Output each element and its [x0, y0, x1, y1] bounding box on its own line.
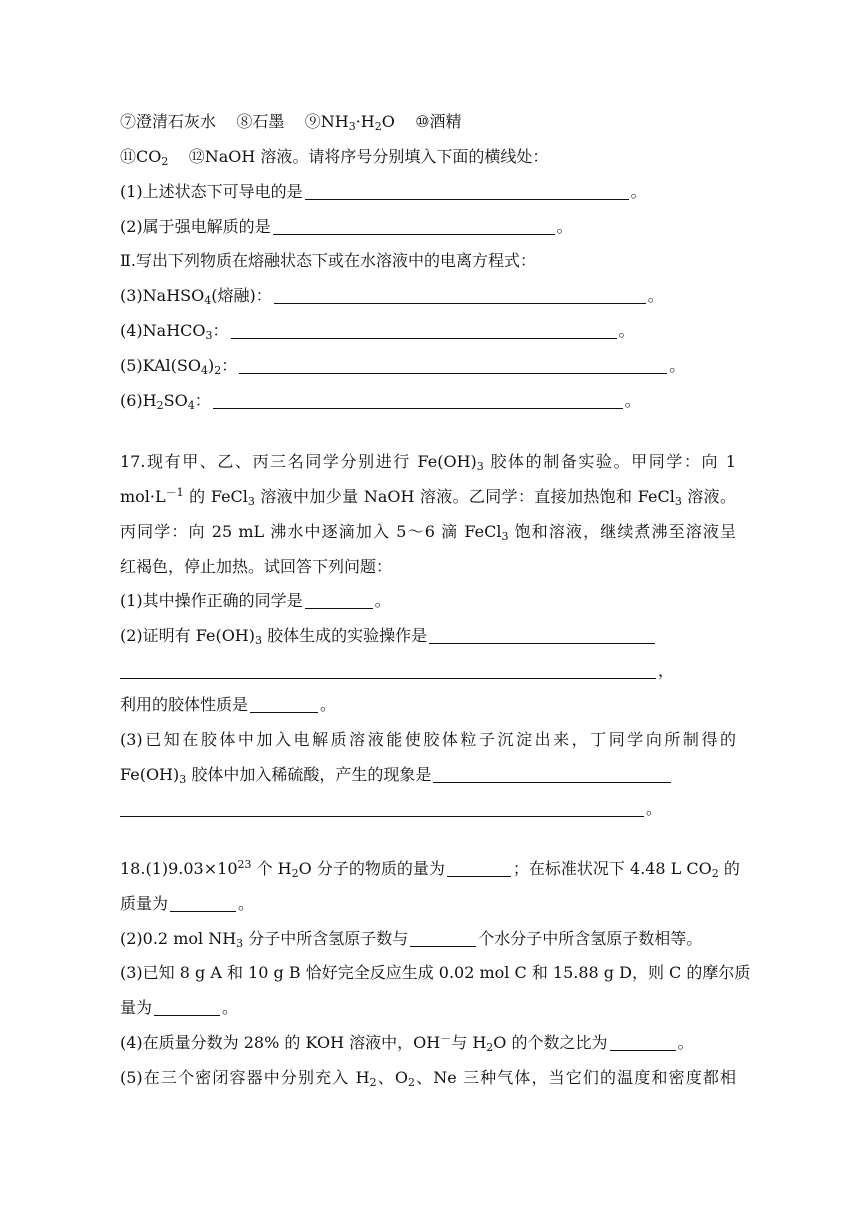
answer-blank[interactable]: [250, 696, 318, 713]
q18-line-5: 量为 。: [120, 998, 239, 1017]
q18-line-2: 质量为 。: [120, 894, 255, 913]
answer-blank[interactable]: [274, 287, 646, 304]
answer-blank[interactable]: [305, 183, 629, 200]
q17-stem-line-4: 红褐色，停止加热。试回答下列问题：: [120, 557, 393, 576]
substance-list-row-1: [120, 111, 462, 133]
q17-sub-3-line-3: 。: [120, 798, 662, 820]
answer-blank[interactable]: [231, 322, 617, 339]
answer-blank[interactable]: [239, 357, 667, 374]
q17-stem-line-2: $mol\cdot L^{-1}$ 的 FeCl$_3$ 溶液中加少量 NaOH 溶液。乙同学：直接加热饱和 FeCl$_3$ 溶液。: [120, 486, 736, 508]
item-9: $⑨NH_3\cdot H_2O$: [304, 112, 395, 133]
answer-blank[interactable]: [120, 800, 644, 817]
q17-sub-2-property: 利用的胶体性质是 。: [120, 695, 337, 714]
answer-blank[interactable]: [305, 592, 373, 609]
question-1: (1)上述状态下可导电的是 。: [120, 182, 647, 201]
q18-line-3: (2)0.2 mol $NH_3$ 分子中所含氢原子数与 个水分子中所含氢原子数相等。: [120, 929, 703, 950]
question-4: (4)NaHCO$_3$： 。: [120, 321, 635, 342]
question-2: (2)属于强电解质的是 。: [120, 217, 573, 236]
q18-line-4: (3)已知 8 g A 和 10 g B 恰好完全反应生成 0.02 mol C 和 15.88 g D，则 C 的摩尔质: [120, 963, 751, 982]
answer-blank[interactable]: [429, 627, 655, 644]
q17-sub-2-cont: ，: [120, 660, 674, 682]
q18-line-6: (4)在质量分数为 28% 的 KOH 溶液中，OH－与 $H_2O$ 的个数之比为 。: [120, 1032, 694, 1054]
answer-blank[interactable]: [410, 930, 476, 947]
item-8: ⑧石墨: [236, 112, 285, 131]
item-7: ⑦澄清石灰水: [120, 112, 217, 131]
answer-blank[interactable]: [213, 392, 623, 409]
question-6: $(6)H_2SO_4$： 。: [120, 391, 641, 412]
q17-sub-3-line-2: $Fe(OH)_3$ 胶体中加入稀硫酸，产生的现象是: [120, 764, 673, 786]
section-2-heading: Ⅱ.写出下列物质在熔融状态下或在水溶液中的电离方程式：: [120, 251, 536, 270]
q18-line-7: (5)在三个密闭容器中分别充入 $H_2$、$O_2$、Ne 三种气体，当它们的温度和密度都相: [120, 1068, 736, 1089]
answer-blank[interactable]: [170, 895, 236, 912]
q17-stem-line-1: 17.现有甲、乙、丙三名同学分别进行 $Fe(OH)_3$ 胶体的制备实验。甲同学：向 1: [120, 452, 736, 473]
question-5: $(5)KAl(SO_4)_2$： 。: [120, 356, 686, 377]
answer-blank[interactable]: [120, 662, 656, 679]
answer-blank[interactable]: [154, 999, 220, 1016]
item-11: $⑪CO_2$: [120, 147, 169, 168]
question-3: (3)NaHSO$_4$(熔融)： 。: [120, 286, 664, 307]
answer-blank[interactable]: [447, 860, 511, 877]
q17-stem-line-3: 丙同学：向 25 mL 沸水中逐滴加入 5～6 滴 FeCl$_3$ 饱和溶液，继续煮沸至溶液呈: [120, 522, 736, 543]
answer-blank[interactable]: [433, 766, 671, 783]
answer-blank[interactable]: [273, 218, 555, 235]
item-12: ⑫NaOH 溶液。请将序号分别填入下面的横线处：: [188, 147, 549, 166]
q17-sub-2: (2)证明有 $Fe(OH)_3$ 胶体生成的实验操作是: [120, 625, 657, 647]
q17-sub-1: (1)其中操作正确的同学是 。: [120, 591, 391, 610]
substance-list-row-2: [120, 146, 548, 168]
item-10: ⑩酒精: [415, 112, 462, 131]
q18-line-1: $18.(1)9.03\times 10^{23}$ 个 $H_2O$ 分子的物质的量为 ；在标准状况下 4.48 L $CO_2$ 的: [120, 858, 740, 880]
q17-sub-3-line-1: (3)已知在胶体中加入电解质溶液能使胶体粒子沉淀出来，丁同学向所制得的: [120, 730, 736, 749]
answer-blank[interactable]: [610, 1034, 676, 1051]
